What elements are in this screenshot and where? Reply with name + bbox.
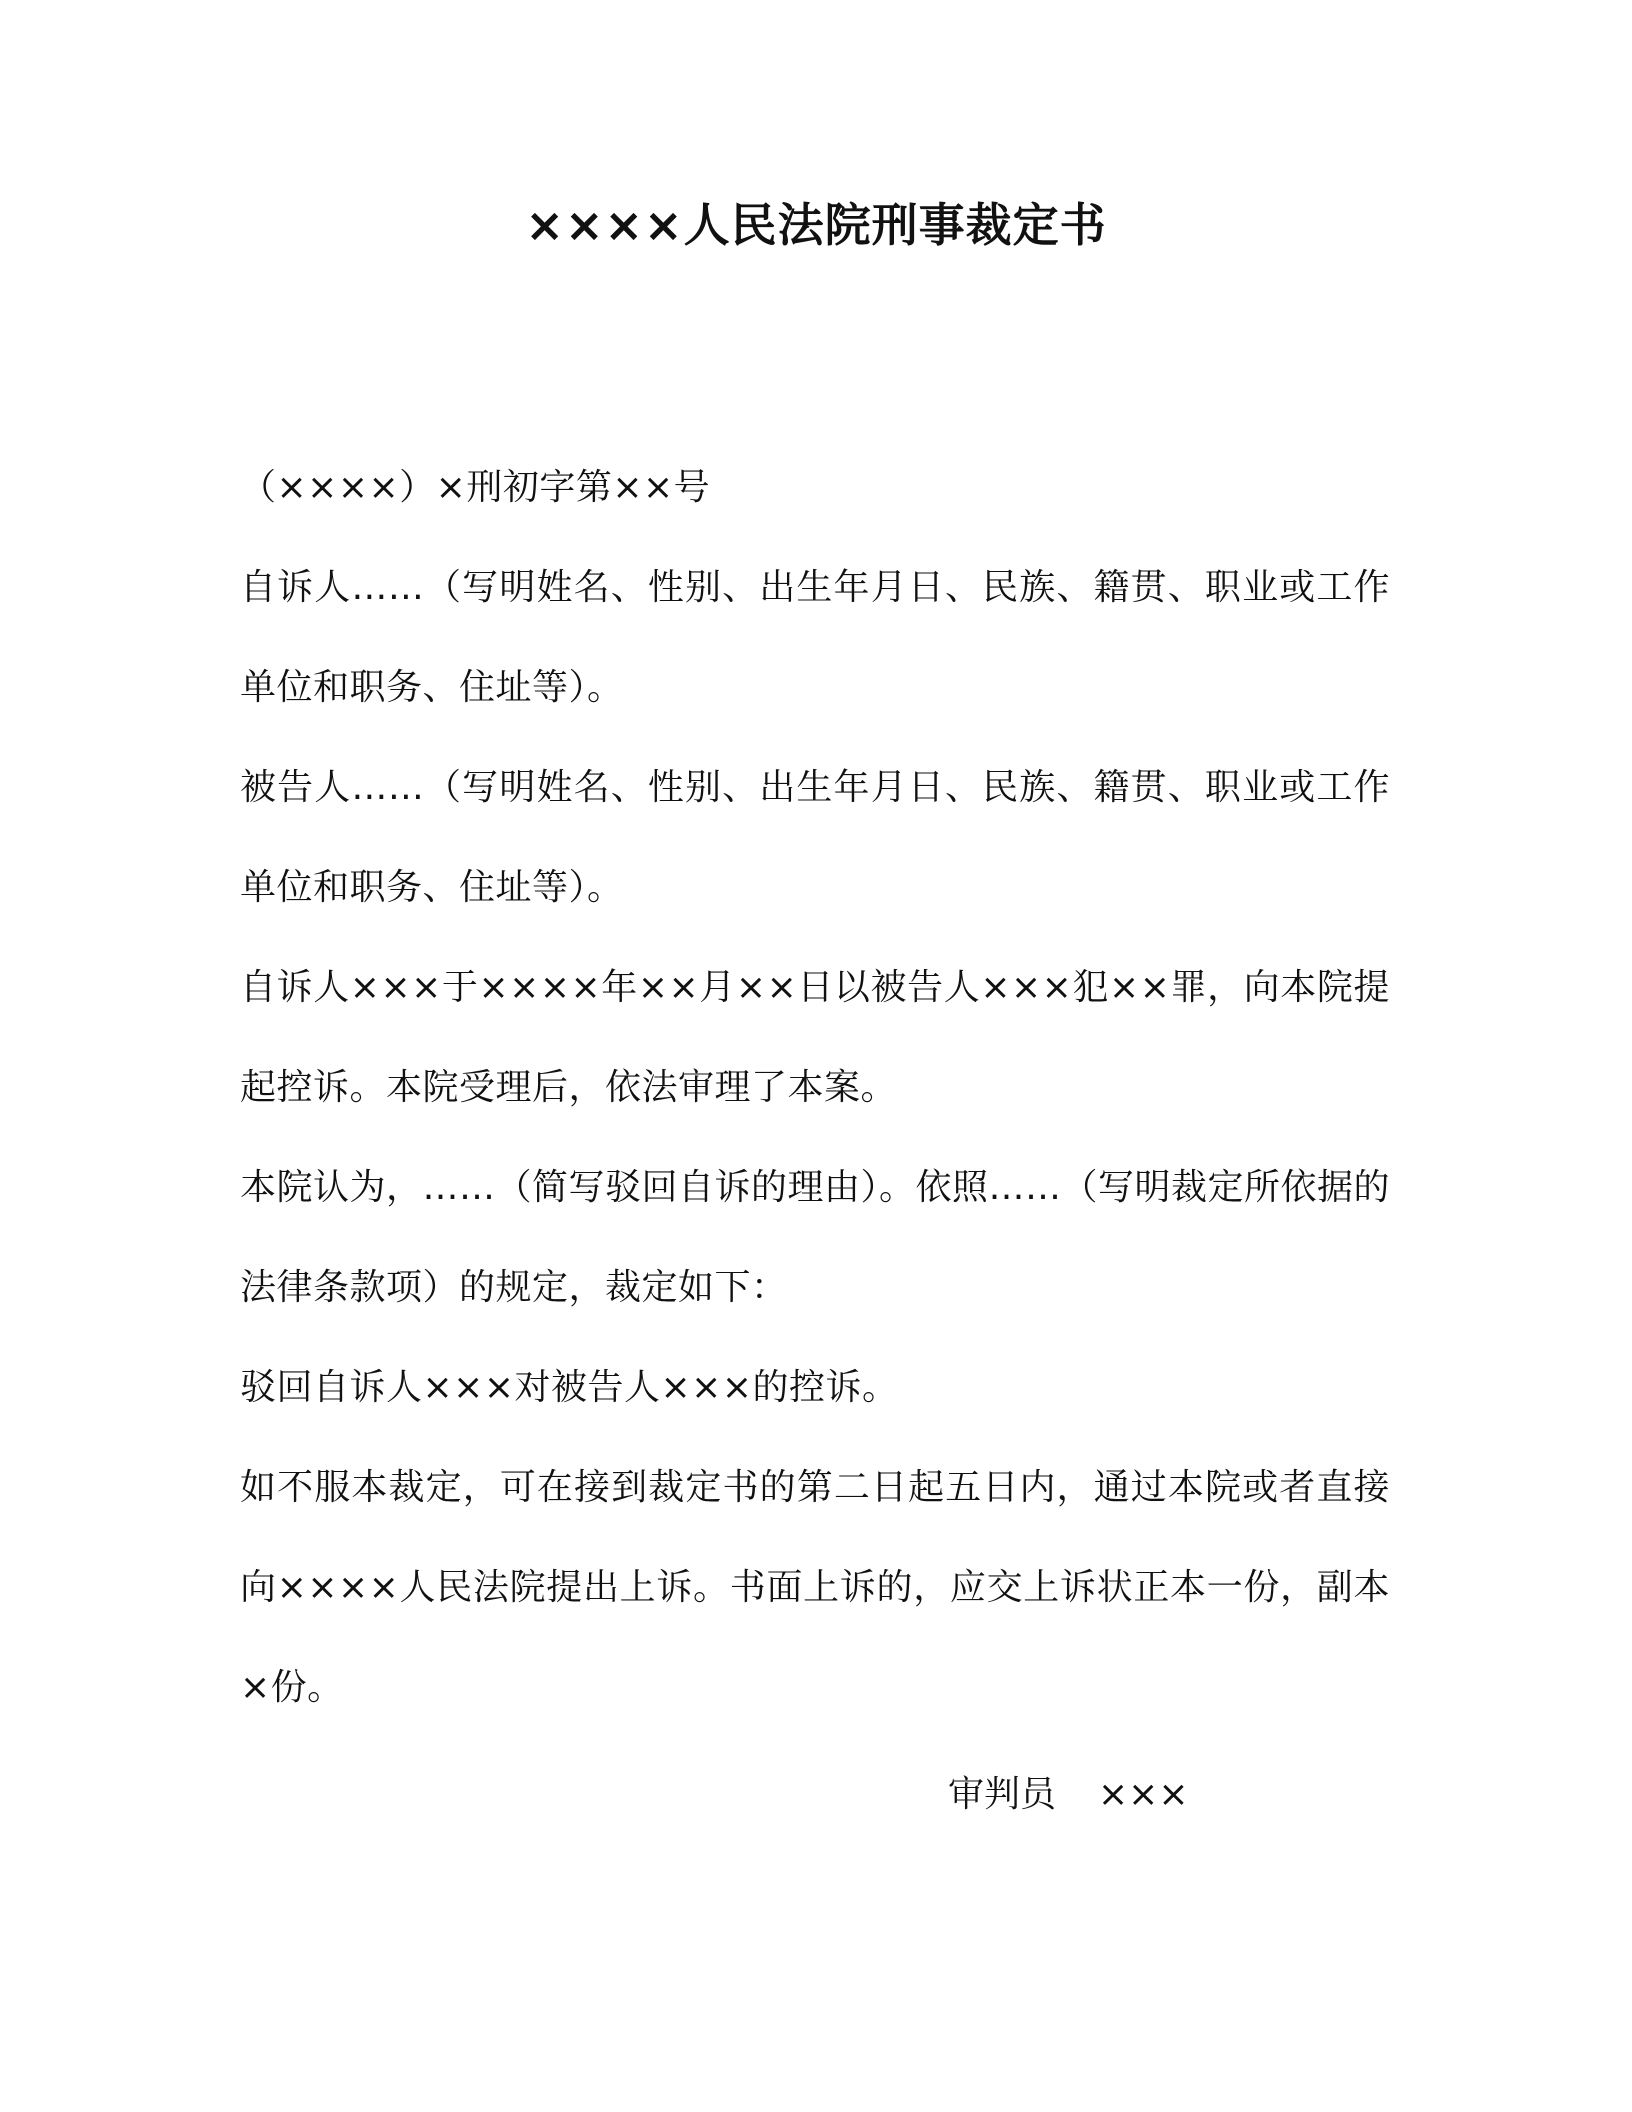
paragraph-ruling: 驳回自诉人×××对被告人×××的控诉。 [240, 1367, 899, 1408]
paragraph-plaintiff: 自诉人……（写明姓名、性别、出生年月日、民族、籍贯、职业或工作单位和职务、住址等）。 [240, 567, 1390, 708]
document-body [240, 438, 1390, 1738]
document-title: ××××人民法院刑事裁定书 [525, 198, 1107, 252]
paragraph-case-facts: 自诉人×××于××××年××月××日以被告人×××犯××罪，向本院提起控诉。本院受理后，依法审理了本案。 [240, 967, 1390, 1108]
signature-block [948, 1745, 1189, 1845]
case-number: （××××）×刑初字第××号 [240, 467, 711, 508]
signature-role: 审判员 [948, 1774, 1057, 1815]
paragraph-defendant: 被告人……（写明姓名、性别、出生年月日、民族、籍贯、职业或工作单位和职务、住址等）。 [240, 767, 1390, 908]
paragraph-court-opinion: 本院认为，……（简写驳回自诉的理由）。依照……（写明裁定所依据的法律条款项）的规定，裁定如下： [240, 1167, 1391, 1308]
signature-name: ××× [1098, 1774, 1189, 1815]
paragraph-appeal-notice: 如不服本裁定，可在接到裁定书的第二日起五日内，通过本院或者直接向××××人民法院提出上诉。书面上诉的，应交上诉状正本一份，副本×份。 [240, 1467, 1390, 1708]
